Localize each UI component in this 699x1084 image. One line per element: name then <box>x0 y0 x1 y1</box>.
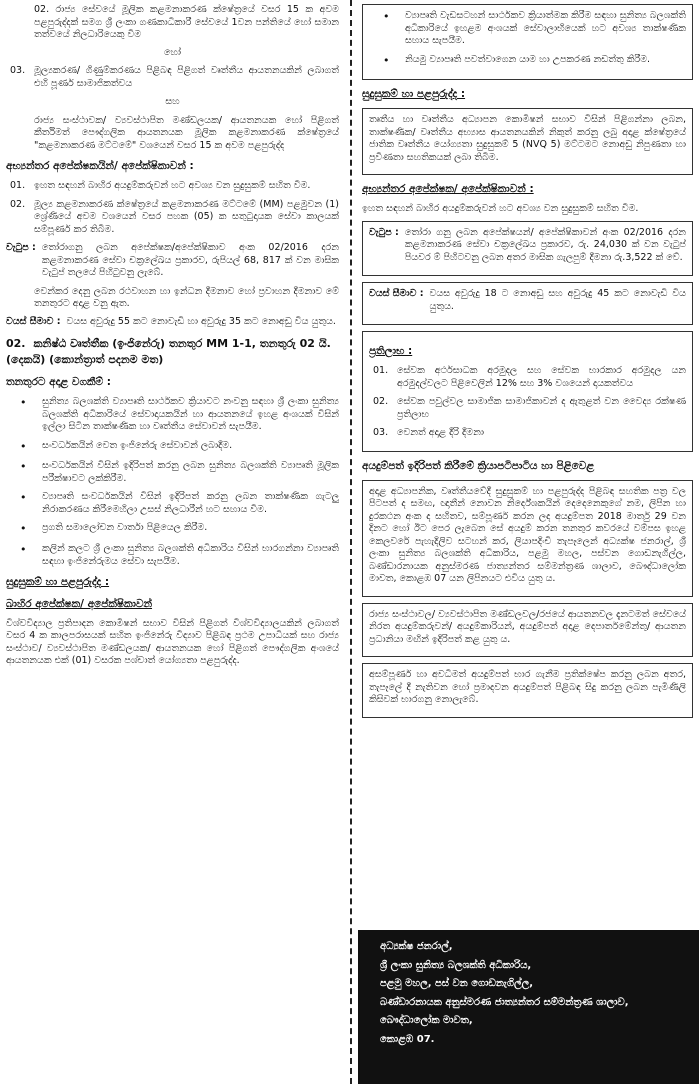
bullet-icon <box>369 54 405 69</box>
salary-row <box>6 242 339 280</box>
salary-row-2 <box>369 227 686 265</box>
qualifications-heading-2: සුදුසුකම් හා පළපුරුද්ද : <box>362 88 466 101</box>
left-column <box>0 0 345 673</box>
age-limit-row-2 <box>369 288 686 313</box>
list-item: • ව්‍යාපෘති වැඩසටහන් සාර්ථකව ක්‍රියාත්මක කිරීම සඳහා සුනිත්‍ය බලශක්ති අධිකාරියේ ඉහළම අංශයක් සේවාලාභියෙක් හට අවශ්‍ය තාක්ෂණික සහාය සැපයීම. <box>369 10 686 48</box>
application-procedure-box <box>362 480 693 597</box>
internal-req-01 <box>6 180 339 193</box>
address-line: අධ්‍යක්ෂ ජනරාල්, <box>380 941 453 952</box>
benefits-box <box>362 331 693 452</box>
list-item: • ව්‍යාපෘති සංවර්ධකයින් විසින් ඉදිරිපත් කරනු ලබන තාක්ෂණික ගැටලු නිරාකරණය කිරීමෙහිලා උසස් නිලධාරීන් හට සහාය වීම. <box>6 491 339 516</box>
application-paragraph: අදාළ අධ්‍යාපනික, වෘත්තීයවේදී සුදුසුකම් හා පළපුරුද්ද පිළිබඳ සහතික පත්‍ර වල පිටපත් ද සමඟ, ඥාතීන් නොවන නිර්දේශකයින් දෙදෙනෙකුගේ නම, ලිපින හා දුරකථන අංක ද සහිතව, සම්පූර්ණ කරන ලද අයදුම්පත 2018 මාර්තු 29 වන දිනට හෝ ඊට පෙර ලැබෙන සේ අයදුම් කරන තනතුර කවරයේ වම්පස ඉහළ කෙලවරේ පැහැදිලිව සටහන් කර, ලියාපදිංචි තැපෑලෙන් අධ්‍යක්ෂ ජනරාල්, ශ්‍රී ලංකා සුනිත්‍ය බලශක්ති අධිකාරිය, පළමු මහල, පස්වන ගොඩනැගිල්ල, බණ්ඩාරනායක අනුස්මරණ ජාත්‍යන්තර සම්මන්ත්‍රණ ශාලාව, බෞද්ධාලෝක මාවත, කොළඹ 07 යන ලිපිනයට එවිය යුතු ය. <box>369 485 686 585</box>
incomplete-applications-box <box>362 663 693 718</box>
salary-value: තෝරාගනු ලබන අපේක්ෂක/අපේක්ෂිකාව අංක 02/2016 දරන කළමනාකරණ සේවා චක්‍රලේඛය ප්‍රකාරව, රුපියල් 68, 817 ක් වන මාසික වැටුප් තලයේ පිහිටුවනු ලැබේ. <box>41 242 339 279</box>
address-line: බණ්ඩාරනායක අනුස්මරණ ජාත්‍යන්තර සම්මන්ත්‍රණ ශාලාව, <box>380 996 629 1008</box>
or-separator: හෝ <box>163 46 182 58</box>
internal-candidates-heading-2: අභ්‍යන්තර අපේක්ෂක/ අපේක්ෂිකාවන් : <box>362 183 534 196</box>
bullet-icon <box>6 440 42 455</box>
age-limit-label: වයස් සීමාව : <box>6 315 61 327</box>
duties-continued-list <box>369 10 686 68</box>
list-item: • සංවර්ධකයින් විසින් ඉදිරිපත් කරනු ලබන සුනිත්‍ය බලශක්ති ව්‍යාපෘති මූලික පරීක්ෂාවට ලක්කිරීම. <box>6 460 339 485</box>
salary-label: වැටුප : <box>6 242 36 254</box>
post-number: 02. <box>6 337 26 351</box>
bullet-icon <box>6 460 42 485</box>
bullet-icon <box>369 10 405 48</box>
application-procedure-heading: අයදුම්පත් ඉදිරිපත් කිරීමේ ක්‍රියාපටිපාටිය හා පිළිවෙළ <box>362 459 595 472</box>
state-employees-paragraph: රාජ්‍ය සංස්ථාවල/ ව්‍යවස්ථාපිත මණ්ඩලවල/රජයේ ආයතනවල දැනටමත් සේවයේ නිරත අයදුම්කරුවන්/ අයදුම්කාරියන්, අයදුම්පත් අදාළ දෙපාර්තමේන්තු/ ආයතන ප්‍රධානියා මඟින් ඉදිරිපත් කළ යුතු ය. <box>369 608 686 645</box>
bullet-icon <box>6 543 42 568</box>
internal-paragraph: ඉහත සඳහන් බාහිර අයදුම්කරුවන් හට අවශ්‍ය වන සුදුසුකම් සහිත වීම. <box>362 202 639 214</box>
benefit-item: 01. සේවක අර්ථසාධක අරමුදල සහ සේවක භාරකාර අරමුදල යන අරමුදල්වලට පිළිවෙලින් 12% සහ 3% වශයෙන් දායකත්වය <box>373 365 686 389</box>
item-number: 03. <box>10 65 26 77</box>
list-item: • ප්‍රගති සමාලෝචන වාර්තා පිළියෙල කිරීම. <box>6 522 339 537</box>
item-number: 02. <box>10 198 26 210</box>
address-block <box>358 930 699 1084</box>
incomplete-paragraph: අසම්පූර්ණ හා අවධිමත් අයදුම්පත් භාර ගැනීම ප්‍රතික්ෂේප කරනු ලබන අතර, තැපෑලේ දී නැතිවන හෝ ප්‍රමාදවන අයදුම්පත් පිළිබඳ සිදු කරනු ලබන පැමිණිලි කිසිවක් භාරගනු නොලැබේ. <box>369 669 686 706</box>
age-limit-value: වයස අවුරුදු 18 ට නොඅඩු සහ අවුරුදු 45 කට නොවැඩි විය යුතුය. <box>429 288 686 312</box>
post-02-heading <box>6 336 339 368</box>
column-divider <box>350 0 352 1084</box>
list-item: • සංවර්ධකයින් වෙත ඉංජිනේරු සේවාවන් ලබාදීම. <box>6 440 339 455</box>
qualification-item-02: 02. රාජ්‍ය සේවයේ මූලික කළමනාකරණ ක්ෂේත්‍රයේ වසර 15 ක අවම පළපුරුද්දක් සමග ශ්‍රී ලංකා ගණකාධිකාරී සේවයේ 1වන පන්තියේ හෝ සමාන තත්වයේ නිලධාරියෙකු වීම <box>34 4 339 41</box>
address-line: බෞද්ධාලෝක මාවත, <box>380 1015 473 1026</box>
state-experience-paragraph: රාජ්‍ය සංස්ථාවක/ ව්‍යවස්ථාපිත මණ්ඩලයක/ ආයතනයක හෝ පිළිගත් කීර්තිමත් පෞද්ගලික ආයතනයක මූලික කළමනාකරණ ක්ෂේත්‍රයේ "කළමනාකරණ මට්ටමේ" වශයෙන් වසර 15 ක අවම පළපුරුද්ද <box>34 114 339 151</box>
bullet-icon <box>6 396 42 434</box>
bullet-icon <box>6 491 42 516</box>
age-limit-row <box>6 316 339 329</box>
salary-box <box>362 221 693 277</box>
duties-continued-box <box>362 4 693 80</box>
vehicle-paragraph: වෙන්කර දෙනු ලබන රථවාහන හා ඉන්ධන දීමනාව හෝ ප්‍රවාහන දීමනාව මේ තනතුරට අදාළ වනු ඇත. <box>34 285 339 310</box>
right-column <box>358 0 699 724</box>
nvq-qualification-box <box>362 108 693 175</box>
benefit-item: 02. සේවක පවුල්වල සාමාජික සාමාජිකාවන් ද ඇතුළත් වන වෛද්‍ය රක්ෂණ ප්‍රතිලාභ <box>373 396 686 420</box>
item-number: 01. <box>10 180 26 192</box>
salary-value: තෝරා ගනු ලබන අපේක්ෂයන්/ අපේක්ෂිකාවන් අංක 02/2016 දරන කළමනාකරණ සේවා චක්‍රලේඛය ප්‍රකාරව, රු. 24,030 ක් වන වැටුප් පියවර ම් පිහිටවනු ලබන අතර මාසික ගැලපුම් දීමනා රු.3,522 ක් වේ. <box>404 226 686 263</box>
item-text: ඉහත සඳහන් බාහිර අයදුම්කරුවන් හට අවශ්‍ය වන සුදුසුකම් සහිත වීම. <box>34 180 311 192</box>
item-text: මූල්‍ය කළමනාකරණ ක්ෂේත්‍රයේ කළමනාකරණ මට්ටමේ (MM) පළමුවන (1) ශ්‍රේණියේ අවම වශයෙන් වසර පහක (05) ක සතුටුදායක සේවා කාලයක් සම්පූර්ණ කර තිබීම. <box>34 198 339 235</box>
address-line: ශ්‍රී ලංකා සුනිත්‍ය බලශක්ති අධිකාරිය, <box>380 959 532 971</box>
age-limit-label: වයස් සීමාව : <box>369 288 424 300</box>
duties-list <box>6 396 339 568</box>
salary-label: වැටුප : <box>369 226 399 238</box>
post-title: කනිෂ්ඨ වෘත්තීක (ඉංජිනේරු) තනතුර MM 1-1, තනතුරු 02 යි. (දෙකයි) (කොන්ත්‍රාත් පදනම මත) <box>6 337 331 367</box>
list-item: • කලින් කලට ශ්‍රී ලංකා සුනිත්‍ය බලශක්ති අධිකාරිය විසින් භාරගන්නා ව්‍යාපෘති සඳහා ඉංජිනේරුමය සේවා සැපයීම. <box>6 543 339 568</box>
nvq-paragraph: තෘතීය හා වෘත්තීය අධ්‍යාපන කොමිෂන් සභාව විසින් පිළිගන්නා ලබන, තාක්ෂණික/ වෘත්තීය අභ්‍යාස ආයතනයකින් නිකුත් කරනු ලබු අදාළ ක්ෂේත්‍රයේ ජාතික වෘත්තීය යෝග්‍යතා සුදුසුකම් 5 (NVQ 5) මට්ටමට නොඅඩු නිපුණතා හා ප්‍රවීණතා සහතිකයක් ලබා තිබීම. <box>369 113 686 163</box>
list-item: • සුනිත්‍ය බලශක්ති ව්‍යාපෘති සාර්ථකව ක්‍රියාවට නංවනු සඳහා ශ්‍රී ලංකා සුනිත්‍ය බලශක්ති අධිකාරියේ සේවාදායකයින් හා ආයතනයේ ඉහළ අංශයක් විසින් ඉල්ලා සිටින තාක්ෂණික හා වෘත්තීය සේවාවන් සැපයීම. <box>6 396 339 434</box>
external-qualification-paragraph: විශ්වවිද්‍යාල ප්‍රතිපාදන කොමිෂන් සභාව විසින් පිළිගත් විශ්වවිද්‍යාලයකින් ලබාගත් වසර 4 ක කාලපරාසයක් සහිත ඉංජිනේරු විද්‍යාව පිළිබඳ ප්‍රථම උපාධියක් සහ රාජ්‍ය සංස්ථාව/ ව්‍යවස්ථාපිත මණ්ඩලයක/ ආයතනයක හෝ පිළිගත් පෞද්ගලික අංශයේ ආයතනයක එක් (01) වසරක පශ්චාත් යෝග්‍යතා පළපුරුද්ද. <box>6 617 339 667</box>
internal-req-02 <box>6 199 339 237</box>
list-item: • නියමු ව්‍යාපෘති පවත්වාගෙන යාම හා උපකරණ නඩත්තු කිරීම. <box>369 54 686 69</box>
address-line: කොළඹ 07. <box>380 1033 435 1045</box>
qualification-item-03 <box>6 65 339 90</box>
and-separator: සහ <box>165 96 180 108</box>
bullet-icon <box>6 522 42 537</box>
benefits-heading: ප්‍රතිලාභ : <box>369 345 413 358</box>
duties-heading: තනතුරට අදාළ වගකීම් : <box>6 376 111 389</box>
address-line: පළමු මහල, පස් වන ගොඩනැගිල්ල, <box>380 978 534 989</box>
age-limit-value: වයස අවුරුදු 55 කට නොවැඩි හා අවුරුදු 35 කට නොඅඩු විය යුතුය. <box>66 315 336 327</box>
external-candidates-heading: බාහිර අපේක්ෂක/ අපේක්ෂිකාවන් <box>6 597 153 610</box>
internal-candidates-heading: අභ්‍යන්තර අපේක්ෂකයින්/ අපේක්ෂිකාවන් : <box>6 160 194 173</box>
age-box <box>362 282 693 325</box>
state-employees-box <box>362 603 693 658</box>
qualifications-heading: සුදුසුකම් හා පළපුරුද්ද : <box>6 576 110 589</box>
benefit-item: 03. වෙනත් අදාළ දීරි දීමනා <box>373 427 484 439</box>
item-text: මූල්‍යකරණ/ ගිණුම්කරණය පිළිබඳ පිළිගත් වෘත්තීය ආයතනයකින් ලබාගත් එහි පූර්ණ සාමාජිකත්වය <box>34 65 339 89</box>
